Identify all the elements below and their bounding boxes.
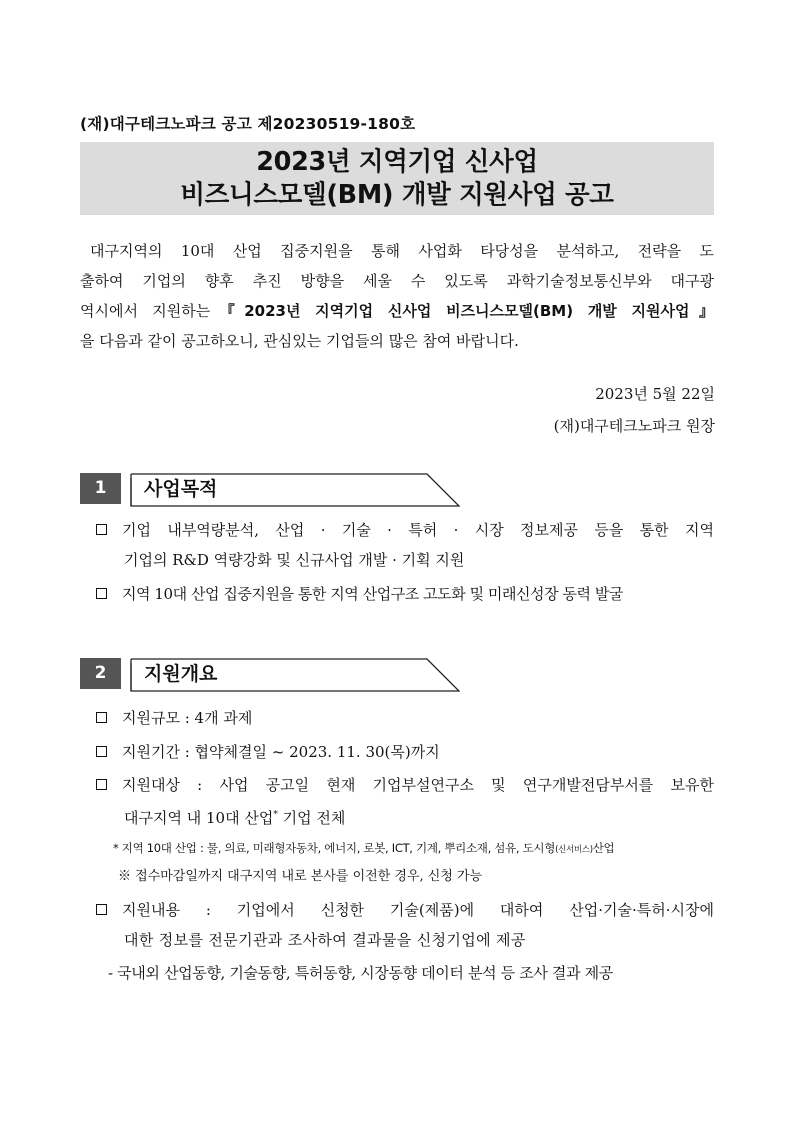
item-line [122,800,714,833]
intro-line-3-prefix: 역시에서 지원하는 [80,302,211,320]
item-line: 대한 정보를 전문기관과 조사하여 결과물을 신청기업에 제공 [124,931,526,949]
content-detail-line: - 국내외 산업동향, 기술동향, 특허동향, 시장동향 데이터 분석 등 조사 결과 제공 [108,964,613,982]
item-line: 지원내용 : 기업에서 신청한 기술(제품)에 대하여 산업·기술·특허·시장에 [122,901,714,919]
support-target [80,770,714,833]
relocation-note: ※ 접수마감일까지 대구지역 내로 본사를 이전한 경우, 신청 가능 [118,869,483,884]
item-line: 지원대상 : 사업 공고일 현재 기업부설연구소 및 연구개발전담부서를 보유한 [122,776,714,794]
target-line-2-suffix: 기업 전체 [277,809,346,827]
checkbox-bullet-icon [96,712,107,723]
checkbox-bullet-icon [96,746,107,757]
program-name: 『2023년 지역기업 신사업 비즈니스모델(BM) 개발 지원사업』 [210,302,714,320]
target-line-2-text: 대구지역 내 10대 산업 [124,809,274,827]
support-period [80,737,714,767]
checkbox-bullet-icon [96,779,107,790]
title-line-2: 비즈니스모델(BM) 개발 지원사업 공고 [180,180,614,210]
item-line: 기업의 R&D 역량강화 및 신규사업 개발 · 기획 지원 [124,551,465,569]
item-line: 지원규모 : 4개 과제 [122,709,253,727]
footnote-industries [113,838,614,860]
intro-paragraph [80,236,714,356]
section-2-header [80,656,460,692]
section-1-number: 1 [80,473,121,504]
footnote-end: 산업 [592,841,615,855]
intro-line-2: 출하여 기업의 향후 추진 방향을 세울 수 있도록 과학기술정보통신부와 대구광 [80,272,714,290]
document-number: (재)대구테크노파크 공고 제20230519-180호 [80,115,416,133]
intro-line-4: 을 다음과 같이 공고하오니, 관심있는 기업들의 많은 참여 바랍니다. [80,332,519,350]
section-1-title: 사업목적 [144,478,218,500]
footnote-small-text: (신서비스) [555,845,593,855]
checkbox-bullet-icon [96,524,107,535]
footnote-mark: * [273,810,278,820]
item-line: 지원기간 : 협약체결일 ~ 2023. 11. 30(목)까지 [122,743,440,761]
section-1-item-1 [80,515,714,575]
section-2-title: 지원개요 [144,663,218,685]
checkbox-bullet-icon [96,588,107,599]
checkbox-bullet-icon [96,904,107,915]
footnote-text: * 지역 10대 산업 : 물, 의료, 미래형자동차, 에너지, 로봇, ICT, 기계, 뿌리소재, 섬유, 도시형 [113,841,556,855]
section-1-item-2 [80,579,714,609]
section-2-number: 2 [80,658,121,689]
support-content [80,895,714,955]
title-line-1: 2023년 지역기업 신사업 [256,147,538,177]
intro-line-1: 대구지역의 10대 산업 집중지원을 통해 사업화 타당성을 분석하고, 전략을 도 [90,242,714,260]
page-title [80,142,714,215]
announcement-date: 2023년 5월 22일 [595,385,715,403]
section-1-header [80,471,460,507]
item-line: 기업 내부역량분석, 산업 · 기술 · 특허 · 시장 정보제공 등을 통한 지역 [122,521,714,539]
issuer-name: (재)대구테크노파크 원장 [553,417,715,435]
support-scale [80,703,714,733]
signature-block [554,378,715,442]
intro-line-3 [80,296,714,326]
item-line: 지역 10대 산업 집중지원을 통한 지역 산업구조 고도화 및 미래신성장 동력 발굴 [122,585,623,603]
